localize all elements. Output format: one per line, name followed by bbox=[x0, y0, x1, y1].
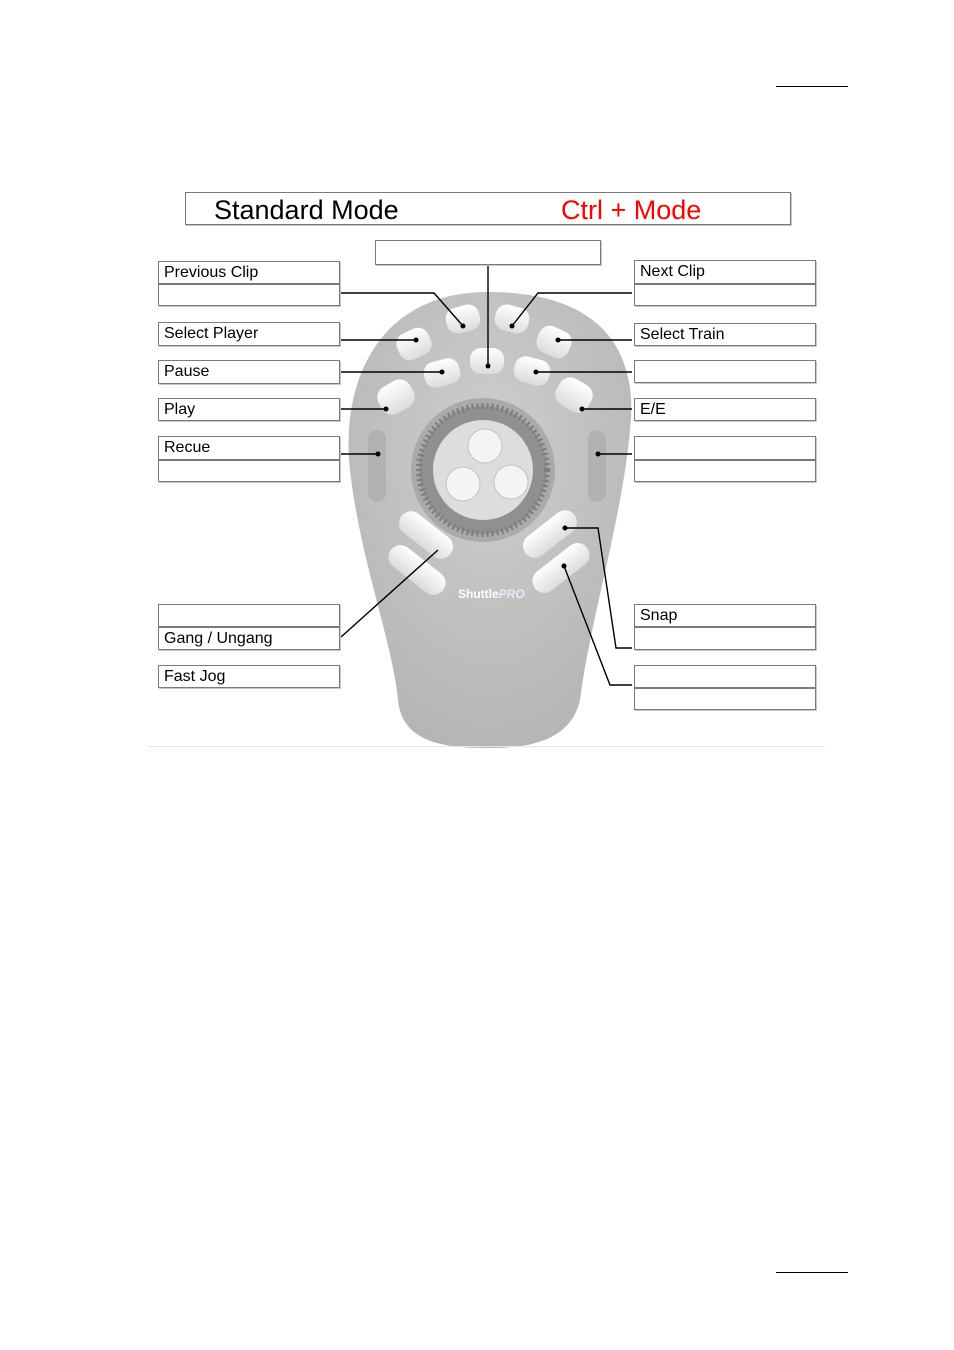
label-snap: Snap bbox=[634, 604, 816, 627]
button-side-right bbox=[588, 430, 606, 502]
dot-side-right bbox=[596, 452, 601, 457]
standard-mode-title: Standard Mode bbox=[214, 195, 399, 225]
label-previous-clip-ctrl bbox=[158, 284, 340, 306]
dot-pause bbox=[440, 370, 445, 375]
label-lower-right-ctrl bbox=[634, 688, 816, 710]
label-select-player: Select Player bbox=[158, 322, 340, 346]
dot-select-train bbox=[556, 338, 561, 343]
label-ctrl-right-empty bbox=[634, 360, 816, 383]
label-gang-ungang: Gang / Ungang bbox=[158, 627, 340, 650]
brand-logo: ShuttlePRO bbox=[458, 587, 525, 601]
label-pause: Pause bbox=[158, 360, 340, 384]
label-center-empty bbox=[375, 240, 601, 265]
dot-center bbox=[486, 364, 491, 369]
dot-e-e bbox=[580, 407, 585, 412]
knob-dimple-left bbox=[446, 467, 480, 501]
knob-dimple-top bbox=[468, 429, 502, 463]
dot-lower-right bbox=[562, 564, 567, 569]
dot-select-player bbox=[414, 338, 419, 343]
label-recue: Recue bbox=[158, 436, 340, 460]
label-e-e: E/E bbox=[634, 398, 816, 421]
label-gang-ungang-standard bbox=[158, 604, 340, 627]
figure-baseline bbox=[148, 746, 825, 747]
dot-next-clip bbox=[510, 324, 515, 329]
dot-play bbox=[384, 407, 389, 412]
label-snap-ctrl bbox=[634, 627, 816, 650]
ctrl-mode-title: Ctrl + Mode bbox=[561, 195, 702, 225]
label-next-clip-ctrl bbox=[634, 284, 816, 306]
knob-dimple-right bbox=[494, 465, 528, 499]
label-next-clip: Next Clip bbox=[634, 260, 816, 284]
label-lower-right-empty bbox=[634, 665, 816, 688]
dot-ctrl-right bbox=[534, 370, 539, 375]
label-side-right-ctrl bbox=[634, 460, 816, 482]
button-center bbox=[470, 348, 504, 374]
dot-snap bbox=[563, 526, 568, 531]
label-select-train: Select Train bbox=[634, 323, 816, 346]
mode-title-bar bbox=[185, 192, 791, 225]
label-play: Play bbox=[158, 398, 340, 421]
label-recue-ctrl bbox=[158, 460, 340, 482]
button-recue bbox=[368, 430, 386, 502]
dot-previous-clip bbox=[461, 324, 466, 329]
label-side-right-empty bbox=[634, 436, 816, 460]
label-previous-clip: Previous Clip bbox=[158, 261, 340, 284]
footer-rule bbox=[776, 1272, 848, 1273]
dot-recue bbox=[376, 452, 381, 457]
label-fast-jog: Fast Jog bbox=[158, 665, 340, 688]
